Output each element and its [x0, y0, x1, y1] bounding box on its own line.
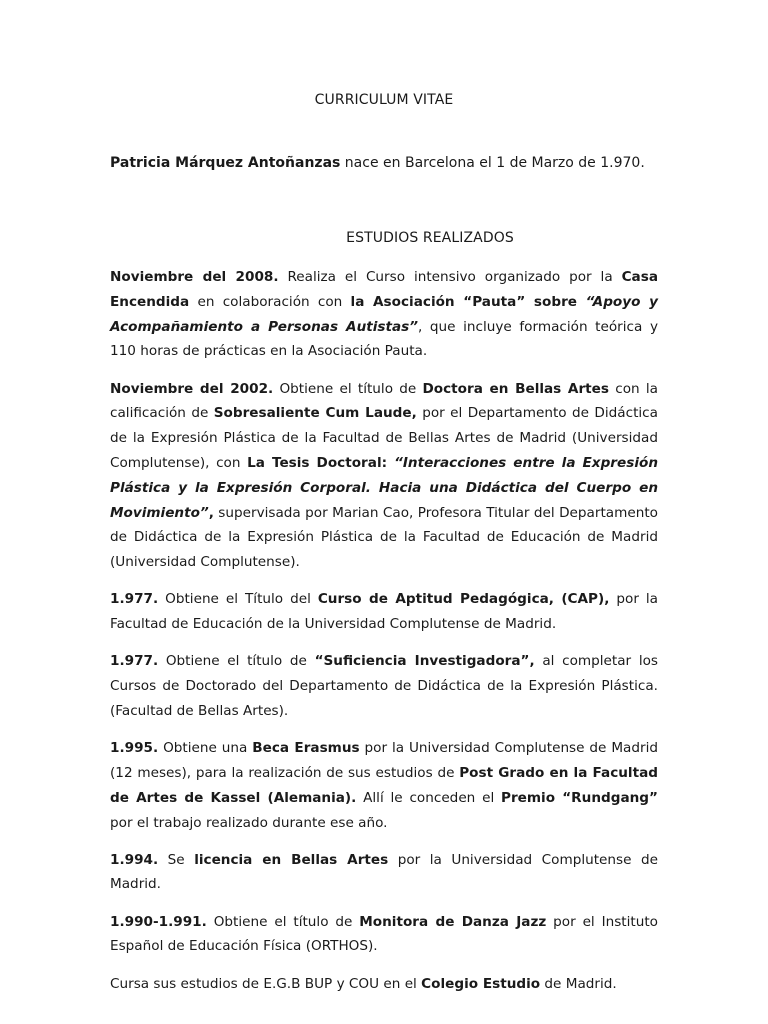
studies-list	[110, 265, 658, 1009]
emphasized-text: Premio “Rundgang”	[501, 789, 658, 806]
body-text: por la Facultad de Educación de la Universidad Complutense de Madrid.	[110, 591, 658, 633]
study-entry	[110, 649, 658, 723]
emphasized-text: Noviembre del 2008.	[110, 269, 279, 285]
body-text: Allí le conceden el	[356, 789, 501, 806]
body-text: Realiza el Curso intensivo organizado por la	[278, 269, 622, 285]
body-text: con la calificación de	[110, 380, 658, 422]
emphasized-text: 1.990-1.991.	[110, 913, 207, 930]
document-title: CURRICULUM VITAE	[314, 92, 454, 108]
body-text: Obtiene una	[158, 740, 253, 757]
study-entry	[110, 972, 658, 997]
body-text: por la Universidad Complutense de Madrid.	[110, 851, 658, 893]
emphasized-text: Sobresaliente Cum Laude,	[213, 405, 417, 422]
emphasized-text: La Tesis Doctoral:	[247, 454, 395, 471]
emphasized-text: 1.977.	[110, 591, 159, 608]
body-text: , que incluye formación teórica y 110 horas de prácticas en la Asociación Pauta.	[110, 318, 658, 360]
body-text: de Madrid.	[540, 975, 617, 992]
body-text: supervisada por Marian Cao, Profesora Titular del Departamento de Didáctica de la Expresión Plástica de la Facultad de Educación de Madrid (Universidad Complutense).	[110, 504, 658, 571]
emphasized-text: Doctora en Bellas Artes	[422, 380, 609, 397]
emphasized-text: “Interacciones entre la Expresión Plástica y la Expresión Corporal. Hacia una Didáctica del Cuerpo en Movimiento”	[110, 454, 658, 521]
body-text: por la Universidad Complutense de Madrid (12 meses), para la realización de sus estudios de	[110, 740, 659, 781]
emphasized-text: la Asociación “Pauta” sobre	[350, 293, 586, 310]
body-text: por el trabajo realizado durante ese año.	[110, 814, 388, 831]
study-entry	[110, 848, 658, 898]
emphasized-text: 1.995.	[110, 740, 159, 757]
body-text: al completar los Cursos de Doctorado del Departamento de Didáctica de la Expresión Plástica. (Facultad de Bellas Artes).	[110, 653, 658, 719]
emphasized-text: Beca Erasmus	[252, 740, 360, 757]
study-entry	[110, 377, 658, 575]
emphasized-text: “Apoyo y Acompañamiento a Personas Autistas”	[110, 293, 658, 335]
study-entry	[110, 587, 658, 637]
emphasized-text: Monitora de Danza Jazz	[359, 913, 547, 930]
body-text: Obtiene el título de	[206, 913, 360, 930]
study-entry	[110, 910, 658, 960]
emphasized-text: ,	[208, 504, 214, 521]
emphasized-text: 1.994.	[110, 851, 159, 868]
person-name: Patricia Márquez Antoñanzas	[110, 155, 341, 171]
intro-text: nace en Barcelona el 1 de Marzo de 1.970.	[340, 155, 645, 171]
body-text: Obtiene el título de	[273, 380, 423, 397]
body-text: Obtiene el Título del	[158, 591, 318, 608]
emphasized-text: Noviembre del 2002.	[110, 380, 274, 397]
emphasized-text: Curso de Aptitud Pedagógica, (CAP),	[317, 591, 610, 608]
emphasized-text: Post Grado en la Facultad de Artes de Kassel (Alemania).	[110, 764, 658, 806]
body-text: Cursa sus estudios de E.G.B BUP y COU en el	[110, 975, 422, 992]
study-entry	[110, 265, 658, 364]
body-text: por el Departamento de Didáctica de la Expresión Plástica de la Facultad de Bellas Artes de Madrid (Universidad Complutense), con	[110, 405, 658, 471]
intro-line	[110, 153, 658, 173]
section-title: ESTUDIOS REALIZADOS	[346, 230, 514, 246]
body-text: por el Instituto Español de Educación Física (ORTHOS).	[110, 913, 658, 955]
body-text: en colaboración con	[189, 293, 351, 310]
study-entry	[110, 736, 658, 835]
emphasized-text: licencia en Bellas Artes	[194, 851, 389, 868]
emphasized-text: “Suficiencia Investigadora”,	[314, 653, 535, 670]
emphasized-text: Colegio Estudio	[421, 975, 541, 992]
emphasized-text: 1.977.	[110, 653, 159, 670]
body-text: Se	[158, 851, 195, 868]
body-text: Obtiene el título de	[158, 653, 315, 670]
emphasized-text: Casa Encendida	[110, 269, 658, 310]
